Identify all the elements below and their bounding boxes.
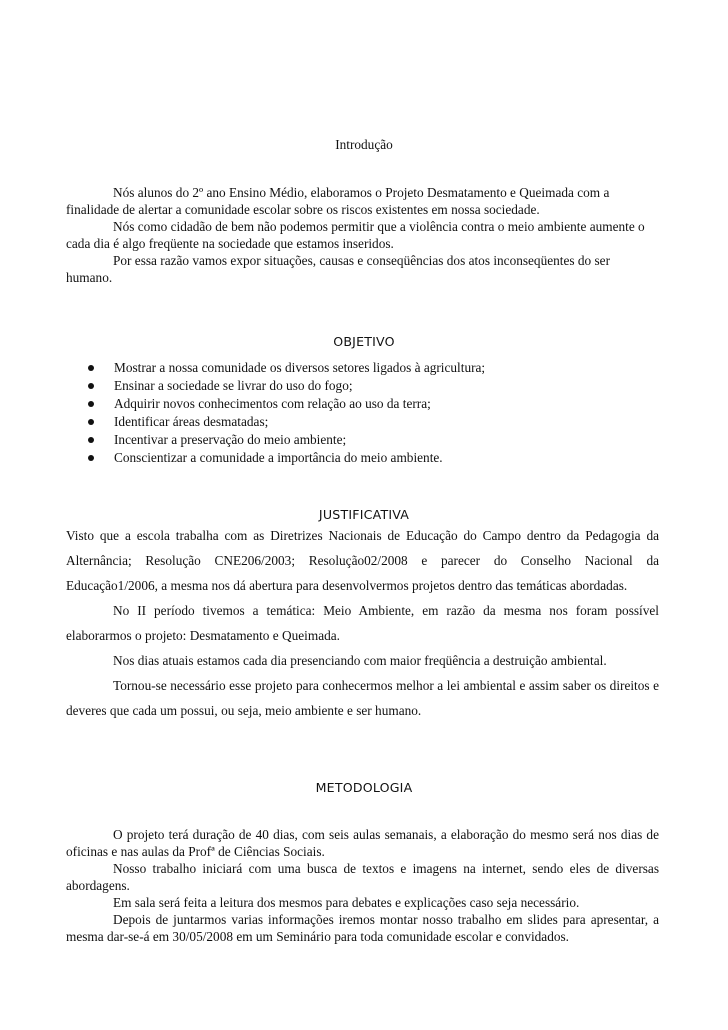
bullet-icon	[88, 419, 94, 425]
introducao-section	[66, 184, 659, 286]
introducao-paragraph: Nós como cidadão de bem não podemos permitir que a violência contra o meio ambiente aumente o cada dia é algo freqüente na sociedade que estamos inseridos.	[66, 219, 645, 251]
metodologia-heading: METODOLOGIA	[315, 780, 413, 795]
justificativa-paragraph: Visto que a escola trabalha com as Diretrizes Nacionais de Educação do Campo dentro da Pedagogia da Alternância; Resolução CNE206/2003; Resolução02/2008 e parecer do Conselho Nacional da Educação1/2006, a mesma nos dá abertura para desenvolvermos projetos dentro das temáticas abordadas.	[66, 528, 659, 593]
justificativa-section	[66, 523, 659, 723]
objetivo-item-text: Conscientizar a comunidade a importância do meio ambiente.	[114, 449, 443, 465]
metodologia-section	[66, 826, 659, 945]
metodologia-paragraph: Em sala será feita a leitura dos mesmos para debates e explicações caso seja necessário.	[113, 895, 580, 910]
objetivo-list-item	[78, 413, 485, 431]
justificativa-heading: JUSTIFICATIVA	[318, 507, 410, 522]
metodologia-paragraph: Nosso trabalho iniciará com uma busca de textos e imagens na internet, sendo eles de diversas abordagens.	[66, 861, 659, 893]
bullet-icon	[88, 365, 94, 371]
introducao-heading: Introdução	[335, 137, 393, 152]
bullet-icon	[88, 383, 94, 389]
justificativa-paragraph: No II período tivemos a temática: Meio Ambiente, em razão da mesma nos foram possível elaborarmos o projeto: Desmatamento e Queimada.	[66, 603, 659, 643]
objetivo-item-text: Ensinar a sociedade se livrar do uso do fogo;	[114, 377, 353, 393]
justificativa-paragraph: Tornou-se necessário esse projeto para conhecermos melhor a lei ambiental e assim saber os direitos e deveres que cada um possui, ou seja, meio ambiente e ser humano.	[66, 678, 659, 718]
objetivo-list-item	[78, 431, 485, 449]
objetivo-list-item	[78, 359, 485, 377]
metodologia-paragraph: Depois de juntarmos varias informações iremos montar nosso trabalho em slides para apresentar, a mesma dar-se-á em 30/05/2008 em um Seminário para toda comunidade escolar e convidados.	[66, 912, 659, 944]
justificativa-paragraph: Nos dias atuais estamos cada dia presenciando com maior freqüência a destruição ambiental.	[113, 653, 607, 668]
objetivo-list	[78, 359, 485, 466]
bullet-icon	[88, 455, 94, 461]
objetivo-item-text: Incentivar a preservação do meio ambiente;	[114, 431, 347, 447]
introducao-paragraph: Nós alunos do 2º ano Ensino Médio, elaboramos o Projeto Desmatamento e Queimada com a finalidade de alertar a comunidade escolar sobre os riscos existentes em nossa sociedade.	[66, 185, 610, 217]
objetivo-item-text: Adquirir novos conhecimentos com relação ao uso da terra;	[114, 395, 431, 411]
bullet-icon	[88, 401, 94, 407]
metodologia-paragraph: O projeto terá duração de 40 dias, com seis aulas semanais, a elaboração do mesmo será nos dias de oficinas e nas aulas da Profª de Ciências Sociais.	[66, 827, 659, 859]
objetivo-list-item	[78, 377, 485, 395]
bullet-icon	[88, 437, 94, 443]
objetivo-heading: OBJETIVO	[333, 334, 395, 349]
objetivo-list-item	[78, 449, 485, 467]
objetivo-list-item	[78, 395, 485, 413]
objetivo-item-text: Identificar áreas desmatadas;	[114, 413, 269, 429]
introducao-paragraph: Por essa razão vamos expor situações, causas e conseqüências dos atos inconseqüentes do ser humano.	[66, 253, 611, 285]
objetivo-item-text: Mostrar a nossa comunidade os diversos setores ligados à agricultura;	[114, 360, 486, 375]
